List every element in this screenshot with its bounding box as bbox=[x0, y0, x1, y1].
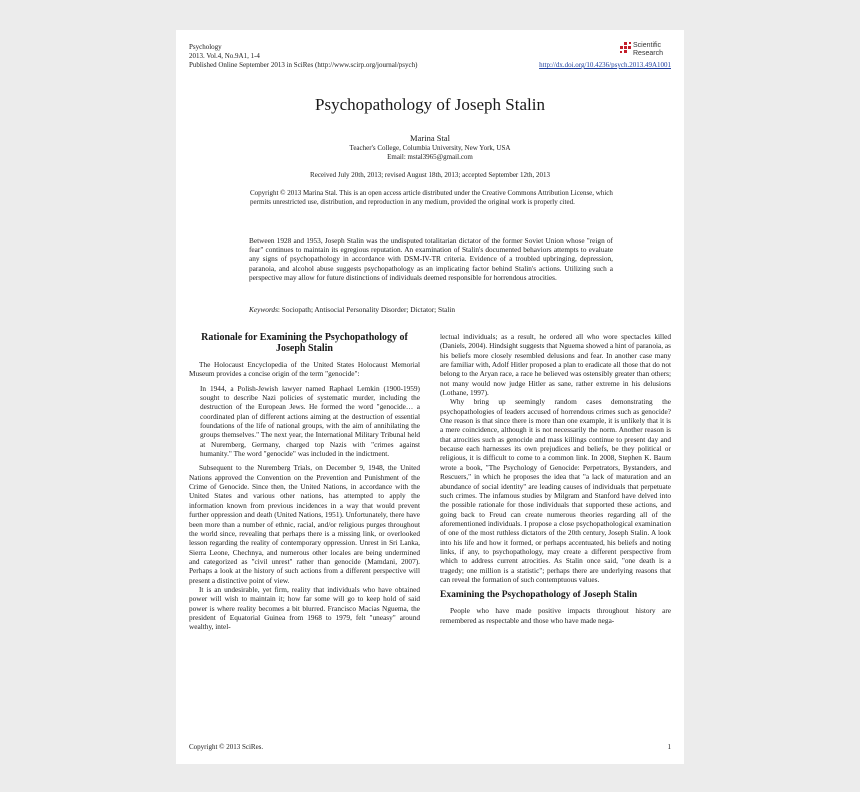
abstract: Between 1928 and 1953, Joseph Stalin was the undisputed totalitarian dictator of the former Soviet Union whose "reign of fear" continues to maintain its egregious reputation. An examination of Stalin's documented behaviors attempts to evaluate any signs of psychopathology in accordance with DSM-IV-TR criteria. Evidence of a troubled upbringing, depression, paranoia, and alcohol abuse suggests psychopathology as an implicating factor behind Stalin's actions. Utilizing such a perspective may allow for future distinctions of individuals deemed responsible for horrendous atrocities. bbox=[249, 236, 613, 282]
right-column bbox=[440, 332, 671, 625]
section-heading-rationale: Rationale for Examining the Psychopathology of Joseph Stalin bbox=[201, 332, 408, 354]
paragraph: People who have made positive impacts throughout history are remembered as respectable and those who have made nega- bbox=[440, 606, 671, 625]
paragraph: Subsequent to the Nuremberg Trials, on December 9, 1948, the United Nations approved the Convention on the Prevention and Punishment of the Crime of Genocide. Since then, the United Nations, in accordance with the United States and various other nations, has attempted to apply the information known from previous incidences in a way that would prevent further oppression and death (United Nations, 1951). Unfortunately, there have been more than a number of ethnic, racial, and/or religious purges throughout the world since, revealing that perhaps there is a missing link, or overlooked lesson regarding the reality of contemporary oppression. Unrest in Sri Lanka, Sierra Leone, Chechnya, and numerous other locales are being undermined and categorized as "civil unrest" rather than genocide (Mamdani, 2007). Perhaps a look at the history of such actions from a different perspective will present a distinctive point of view. bbox=[189, 463, 420, 585]
section-heading-examining: Examining the Psychopathology of Joseph Stalin bbox=[440, 590, 638, 601]
author-name: Marina Stal bbox=[410, 133, 450, 143]
author-email: Email: mstal3965@gmail.com bbox=[387, 153, 473, 161]
logo-text-line2: Research bbox=[633, 50, 663, 57]
footer-copyright: Copyright © 2013 SciRes. bbox=[189, 743, 264, 751]
doi-link[interactable]: http://dx.doi.org/10.4236/psych.2013.49A1001 bbox=[539, 61, 671, 69]
left-column bbox=[189, 332, 420, 632]
journal-volume: 2013. Vol.4, No.9A1, 1-4 bbox=[189, 52, 260, 60]
journal-name: Psychology bbox=[189, 43, 222, 51]
block-quote: In 1944, a Polish-Jewish lawyer named Raphael Lemkin (1900-1959) sought to describe Nazi policies of systematic murder, including the destruction of the European Jews. He formed the word "genocide… a coordinated plan of different actions aiming at the destruction of essential foundations of the life of national groups, with the aim of annihilating the groups themselves." The next year, the International Military Tribunal held at Nuremberg, Germany, charged top Nazis with "crimes against humanity." The word "genocide" was included in the indictment. bbox=[200, 383, 420, 459]
keywords-text: : Sociopath; Antisocial Personality Disorder; Dictator; Stalin bbox=[277, 305, 456, 314]
paragraph: The Holocaust Encyclopedia of the United States Holocaust Memorial Museum provides a concise origin of the term "genocide": bbox=[189, 360, 420, 379]
paragraph: Why bring up seemingly random cases demonstrating the psychopathologies of leaders accused of horrendous crimes such as genocide? One reason is that since there is more than one example, it is unlikely that it is a mere coincidence, although it is not necessarily the norm. Another reason is that atrocities such as genocide and mass killings continue to present day and because each harnesses its own prejudices and beliefs, be they political or religious, it is difficult to come to a common link. In 2008, Stephen K. Baum wrote a book, "The Psychology of Genocide: Perpetrators, Bystanders, and Rescuers," in which he proposes the idea that "a lack of maturation and an abundance of social identity" are leading causes of individuals that perpetuate such crimes. The infamous studies by Milgram and Stanford have delved into the possible rationale for those individuals that supported these actions, and going back to Freud can create numerous theories regarding all of the aforementioned individuals. I propose a close psychopathological examination of one of the most ruthless dictators of the 20th century, Joseph Stalin. A look into his life and how it formed, or perhaps accentuated, his beliefs and noting links, if any, to psychopathology, may create a different perspective from which to address current atrocities. As Stalin once said, "one death is a tragedy; one million is a statistic"; perhaps there are underlying reasons that can reveal the formation of such contemptuous values. bbox=[440, 397, 671, 584]
paragraph: It is an undesirable, yet firm, reality that individuals who have obtained power will wish to maintain it; how far some will go to keep hold of said power is where reality becomes a bit blurred. Francisco Macias Nguema, the president of Equatorial Guinea from 1968 to 1979, felt "uneasy" around wealthy, intel- bbox=[189, 584, 420, 632]
author-affiliation: Teacher's College, Columbia University, New York, USA bbox=[349, 144, 511, 152]
published-online: Published Online September 2013 in SciRes (http://www.scirp.org/journal/psych) bbox=[189, 61, 418, 69]
publisher-logo-icon bbox=[620, 42, 632, 56]
paper-title: Psychopathology of Joseph Stalin bbox=[315, 95, 545, 114]
scientific-research-logo bbox=[620, 41, 680, 59]
paper-page bbox=[176, 30, 684, 764]
keywords-label: Keywords bbox=[249, 305, 278, 314]
copyright-notice: Copyright © 2013 Marina Stal. This is an open access article distributed under the Creative Commons Attribution License, which permits unrestricted use, distribution, and reproduction in any medium, provided the original work is properly cited. bbox=[250, 189, 613, 206]
logo-text-line1: Scientific bbox=[633, 42, 662, 49]
paragraph: lectual individuals; as a result, he ordered all who wore spectacles killed (Daniels, 2004). Hindsight suggests that Nguema showed a hint of paranoia, as his beliefs more closely resembled delusions and fear. In another case many are familiar with, Adolf Hitler proposed a plan to eradicate all those that do not belong to the Aryan race, a race he believed was ostensibly greater than others; not many would now judge Hitler as sane, rather extreme in his delusions (Lothane, 1997). bbox=[440, 332, 671, 398]
received-dates: Received July 20th, 2013; revised August 18th, 2013; accepted September 12th, 2013 bbox=[310, 171, 550, 179]
page-number: 1 bbox=[667, 743, 671, 751]
keywords-line bbox=[249, 305, 455, 314]
